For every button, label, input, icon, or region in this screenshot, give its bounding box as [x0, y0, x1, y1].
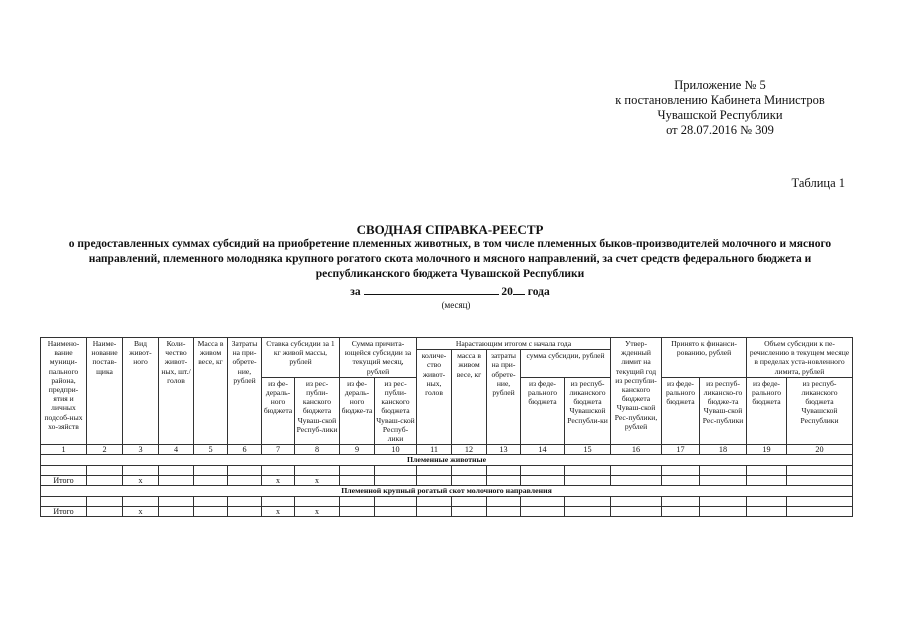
table-cell[interactable]: [228, 466, 262, 476]
column-number: 8: [295, 445, 340, 455]
table-cell[interactable]: [487, 497, 521, 507]
table-cell[interactable]: [700, 507, 747, 517]
document-title-block: [60, 222, 840, 311]
table-cell[interactable]: [417, 507, 452, 517]
group-7-8-header: Ставка субсидии за 1 кг живой массы, рублей: [262, 338, 340, 378]
table-cell[interactable]: [340, 507, 375, 517]
column-number: 9: [340, 445, 375, 455]
document-title: СВОДНАЯ СПРАВКА-РЕЕСТР: [356, 222, 544, 237]
table-cell[interactable]: [747, 507, 787, 517]
col-1-header: Наимено-вание муници-пального района, предпри-ятия и личных подсоб-ных хо-зяйств: [41, 338, 87, 445]
column-number: 18: [700, 445, 747, 455]
table-cell[interactable]: [375, 476, 417, 486]
month-hint: (месяц): [441, 300, 471, 310]
group-11-15-header: Нарастающим итогом с начала года: [417, 338, 611, 350]
col-10-header: из рес-публи-канского бюджета Чуваш-ской Респуб-лики: [376, 378, 415, 444]
table-cell[interactable]: [700, 476, 747, 486]
col-20-header: из респуб-ликанского бюджета Чувашской Республики: [787, 377, 853, 444]
table-cell[interactable]: [41, 497, 87, 507]
x-mark: х: [262, 507, 295, 517]
table-cell[interactable]: [565, 466, 611, 476]
group-19-20-header: Объем субсидии к пе-речислению в текущем месяце в пределах уста-новленного лимита, рублей: [747, 338, 853, 378]
table-cell[interactable]: [159, 466, 194, 476]
table-cell[interactable]: [262, 497, 295, 507]
table-cell[interactable]: [747, 497, 787, 507]
table-number-label: Таблица 1: [791, 176, 845, 190]
column-number: 14: [521, 445, 565, 455]
table-cell[interactable]: [228, 507, 262, 517]
table-cell[interactable]: [521, 497, 565, 507]
col-7-header: из фе-дераль-ного бюджета: [262, 377, 295, 444]
table-row: [41, 497, 853, 507]
x-mark: х: [295, 476, 340, 486]
table-cell[interactable]: [194, 497, 228, 507]
table-cell[interactable]: [87, 497, 123, 507]
table-cell[interactable]: [41, 466, 87, 476]
year-suffix: года: [527, 286, 550, 298]
table-cell[interactable]: [787, 466, 853, 476]
table-cell[interactable]: [662, 497, 700, 507]
table-cell[interactable]: [452, 507, 487, 517]
col-12-header: масса в живом весе, кг: [452, 350, 487, 445]
table-cell[interactable]: [417, 466, 452, 476]
table-cell[interactable]: [521, 466, 565, 476]
table-cell[interactable]: [262, 466, 295, 476]
table-cell[interactable]: [662, 507, 700, 517]
column-number: 19: [747, 445, 787, 455]
column-number: 12: [452, 445, 487, 455]
table-cell[interactable]: [375, 466, 417, 476]
group-14-15-header: сумма субсидии, рублей: [521, 350, 611, 378]
table-cell[interactable]: [611, 497, 662, 507]
table-cell[interactable]: [611, 476, 662, 486]
table-row: [41, 466, 853, 476]
col-15-header: из респуб-ликанского бюджета Чувашской Республи-ки: [565, 377, 611, 444]
section-heading-dairy-cattle: Племенной крупный рогатый скот молочного направления: [41, 486, 853, 497]
table-cell[interactable]: [159, 497, 194, 507]
table-cell[interactable]: [340, 476, 375, 486]
group-9-10-header: Сумма причита-ющейся субсидии за текущий месяц, рублей: [340, 338, 417, 378]
total-row: [41, 507, 853, 517]
table-cell[interactable]: [228, 476, 262, 486]
section-heading-breeding-animals: Племенные животные: [41, 455, 853, 466]
table-cell[interactable]: [565, 476, 611, 486]
table-cell[interactable]: [340, 466, 375, 476]
month-blank-field: [364, 283, 499, 295]
table-cell[interactable]: [521, 507, 565, 517]
column-number: 5: [194, 445, 228, 455]
column-number: 1: [41, 445, 87, 455]
table-cell[interactable]: [787, 497, 853, 507]
year-prefix: 20: [501, 286, 513, 298]
x-mark: х: [295, 507, 340, 517]
table-cell[interactable]: [787, 507, 853, 517]
table-cell[interactable]: [159, 476, 194, 486]
col-11-header: количе-ство живот-ных, голов: [417, 350, 452, 445]
column-number: 20: [787, 445, 853, 455]
header-row-1: [41, 338, 853, 350]
table-cell[interactable]: [611, 507, 662, 517]
column-number: 13: [487, 445, 521, 455]
table-cell[interactable]: [159, 507, 194, 517]
x-mark: х: [123, 476, 159, 486]
column-number: 10: [375, 445, 417, 455]
table-cell[interactable]: [87, 466, 123, 476]
table-cell[interactable]: [611, 466, 662, 476]
table-cell: [87, 507, 123, 517]
col-8-header: из рес-публи-канского бюджета Чуваш-ской Респуб-лики: [295, 377, 340, 444]
table-cell[interactable]: [295, 466, 340, 476]
table-cell[interactable]: [747, 466, 787, 476]
total-label: Итого: [41, 476, 87, 486]
x-mark: х: [262, 476, 295, 486]
col-5-header: Масса в живом весе, кг: [194, 338, 228, 445]
total-label: Итого: [41, 507, 87, 517]
x-mark: х: [123, 507, 159, 517]
group-17-18-header: Принято к финанси-рованию, рублей: [662, 338, 747, 378]
registry-table: [40, 337, 853, 517]
column-number: 7: [262, 445, 295, 455]
col-6-header: Затраты на при-обрете-ние, рублей: [228, 338, 262, 445]
table-cell[interactable]: [747, 476, 787, 486]
col-19-header: из феде-рального бюджета: [747, 377, 787, 444]
document-subtitle: о предоставленных суммах субсидий на приобретение племенных животных, в том числе племенных быков-производителей молочного и мясного направлений, племенного молодняка крупного рогатого скота молочного и мясного направлений, за счет средств федерального бюджета и республиканского бюджета Чувашской Республики: [68, 238, 832, 280]
annex-line-3: Чувашской Республики: [657, 108, 783, 122]
table-cell[interactable]: [452, 466, 487, 476]
table-cell[interactable]: [194, 476, 228, 486]
col-2-header: Наиме-нование постав-щика: [87, 338, 123, 445]
section-row: [41, 455, 853, 466]
column-number: 16: [611, 445, 662, 455]
table-cell[interactable]: [340, 497, 375, 507]
table-cell[interactable]: [194, 466, 228, 476]
column-number: 15: [565, 445, 611, 455]
period-prefix: за: [350, 286, 361, 298]
column-number: 2: [87, 445, 123, 455]
table-cell[interactable]: [228, 497, 262, 507]
table-cell[interactable]: [452, 476, 487, 486]
table-cell[interactable]: [417, 476, 452, 486]
annex-line-2: к постановлению Кабинета Министров: [615, 93, 825, 107]
col-18-header: из респуб-ликанско-го бюдже-та Чуваш-ской Рес-публики: [700, 377, 747, 444]
col-14-header: из феде-рального бюджета: [521, 377, 565, 444]
table-cell[interactable]: [521, 476, 565, 486]
table-cell[interactable]: [787, 476, 853, 486]
table-cell[interactable]: [700, 466, 747, 476]
annex-line-1: Приложение № 5: [674, 78, 766, 92]
column-number: 6: [228, 445, 262, 455]
table-cell: [87, 476, 123, 486]
table-cell[interactable]: [487, 466, 521, 476]
col-3-header: Вид живот-ного: [123, 338, 159, 445]
table-cell[interactable]: [700, 497, 747, 507]
table-cell[interactable]: [123, 466, 159, 476]
col-4-header: Коли-чество живот-ных, шт./ голов: [159, 338, 194, 445]
table-cell[interactable]: [487, 476, 521, 486]
table-cell[interactable]: [662, 476, 700, 486]
col-16-header: Утвер-жденный лимит на текущий год из республи-канского бюджета Чуваш-ской Рес-публики, рублей: [611, 338, 662, 445]
section-row: [41, 486, 853, 497]
column-number: 17: [662, 445, 700, 455]
table-cell[interactable]: [452, 497, 487, 507]
column-number-row: [41, 445, 853, 455]
table-cell[interactable]: [123, 497, 159, 507]
total-row: [41, 476, 853, 486]
table-cell[interactable]: [417, 497, 452, 507]
year-blank-field: [513, 283, 525, 295]
annex-header: [560, 78, 880, 138]
table-cell[interactable]: [375, 507, 417, 517]
table-cell[interactable]: [565, 507, 611, 517]
table-cell[interactable]: [194, 507, 228, 517]
annex-line-4: от 28.07.2016 № 309: [666, 123, 774, 137]
table-cell[interactable]: [487, 507, 521, 517]
period-line: [60, 283, 840, 300]
column-number: 3: [123, 445, 159, 455]
table-cell[interactable]: [375, 497, 417, 507]
col-13-header: затраты на при-обрете-ние, рублей: [487, 350, 521, 445]
col-17-header: из феде-рального бюджета: [662, 377, 700, 444]
col-9-header: из фе-дераль-ного бюдже-та: [340, 377, 375, 444]
table-cell[interactable]: [295, 497, 340, 507]
table-cell[interactable]: [565, 497, 611, 507]
column-number: 11: [417, 445, 452, 455]
column-number: 4: [159, 445, 194, 455]
table-cell[interactable]: [662, 466, 700, 476]
